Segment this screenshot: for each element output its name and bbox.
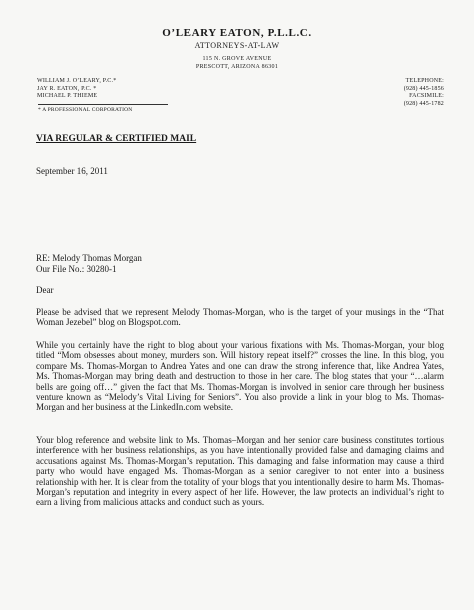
facsimile-label: FACSIMILE:	[409, 93, 444, 99]
paragraph-representation: Please be advised that we represent Melody Thomas-Morgan, who is the target of your musings in the “That Woman Jezebel” blog on Blogspot.com.	[36, 307, 444, 328]
facsimile-number: (928) 445-1782	[403, 100, 444, 107]
re-line: RE: Melody Thomas Morgan	[36, 253, 142, 263]
paragraph-blog-claims: While you certainly have the right to blog about your various fixations with Ms. Thomas-Morgan, your blog titled “Mom obsesses about money, murders son. Will history repeat itself?” crosses the line. In this blog, you compare Ms. Thomas-Morgan to Andrea Yates and one can draw the strong inference that, like Andrea Yates, Ms. Thomas-Morgan may bring death and destruction to those in her care. The blog states that your “…alarm bells are going off…” given the fact that Ms. Thomas-Morgan is involved in senior care through her business venture known as “Melody’s Vital Living for Seniors”. You also provide a link in your blog to Ms. Thomas-Morgan and her business at the LinkedIn.com website.	[36, 340, 444, 413]
attorney-name: MICHAEL P. THIEME	[37, 93, 98, 99]
firm-subtitle: ATTORNEYS-AT-LAW	[194, 41, 280, 50]
attorney-name: JAY R. EATON, P.C. *	[37, 85, 97, 92]
paragraph-tortious-interference: Your blog reference and website link to Ms. Thomas–Morgan and her senior care business constitutes tortious interference with her business relationships, as you have intentionally provided false and damaging claims and accusations against Ms. Thomas-Morgan’s reputation. This damaging and false information may cause a third party who would have engaged Ms. Thomas-Morgan as a senior caregiver to not enter into a business relationship with her. It is clear from the totality of your blogs that you intentionally desire to harm Ms. Thomas-Morgan’s reputation and integrity in every aspect of her life. However, the law protects an individual’s right to earn a living from malicious attacks and conduct such as yours.	[36, 435, 444, 508]
professional-corp-note: * A PROFESSIONAL CORPORATION	[38, 107, 133, 113]
firm-name: O’LEARY EATON, P.L.L.C.	[162, 27, 312, 39]
letter-date: September 16, 2011	[36, 166, 108, 176]
letterhead-rule	[38, 104, 168, 105]
firm-address-line1: 115 N. GROVE AVENUE	[202, 56, 272, 62]
telephone-label: TELEPHONE:	[405, 78, 444, 84]
delivery-method: VIA REGULAR & CERTIFIED MAIL	[36, 134, 197, 144]
salutation: Dear	[36, 285, 54, 295]
contact-info	[404, 78, 444, 108]
attorney-name: WILLIAM J. O’LEARY, P.C.*	[37, 78, 117, 84]
attorney-list	[37, 78, 116, 101]
firm-address-line2: PRESCOTT, ARIZONA 86301	[195, 64, 279, 70]
telephone-number: (928) 445-1856	[403, 85, 444, 92]
file-number: Our File No.: 30280-1	[36, 264, 117, 274]
